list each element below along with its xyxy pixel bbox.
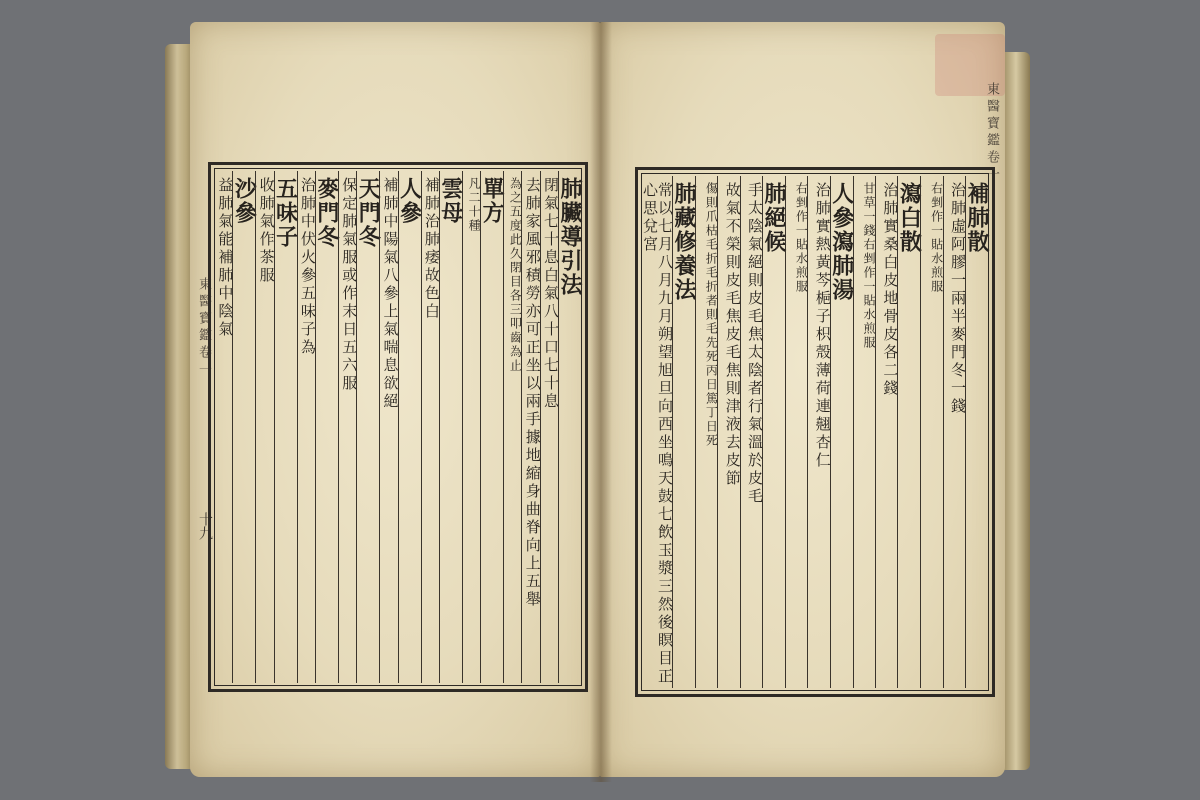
left-text-frame xyxy=(208,162,588,692)
text-column: 益肺氣能補肺中陰氣 xyxy=(216,177,235,339)
heading-column: 瀉白散 xyxy=(897,176,920,688)
heading-column: 沙參 xyxy=(232,171,255,683)
heading-column: 五味子 xyxy=(274,171,297,683)
heading-column: 雲母 xyxy=(439,171,462,683)
text-column: 收肺氣作茶服 xyxy=(255,171,273,683)
text-column: 為之五度此久閉目各三叩齒為止 xyxy=(503,171,521,683)
text-column: 補肺治肺痿故色白 xyxy=(421,171,439,683)
heading-column: 天門冬 xyxy=(356,171,379,683)
text-column: 傷則爪枯毛折毛折者則毛先死丙日篤丁日死 xyxy=(695,176,717,688)
heading-column: 肺藏修養法 xyxy=(672,176,695,688)
text-column: 常以七月八月九月朔望旭旦向西坐鳴天鼓七飲玉漿三然後瞑目正心思兌宮 xyxy=(641,182,675,686)
text-column: 治肺實熱黃芩梔子枳殼薄荷連翹杏仁 xyxy=(807,176,829,688)
text-column: 治肺虛阿膠一兩半麥門冬一錢 xyxy=(943,176,965,688)
text-column: 治肺實桑白皮地骨皮各二錢 xyxy=(875,176,897,688)
heading-column: 單方 xyxy=(480,171,503,683)
left-margin-label: 東醫寶鑑卷一 xyxy=(196,277,211,379)
right-text-frame xyxy=(635,167,995,697)
text-column: 保定肺氣服或作末日五六服 xyxy=(338,171,356,683)
text-column: 故氣不榮則皮毛焦皮毛焦則津液去皮節 xyxy=(717,176,739,688)
right-margin-label: 東醫寶鑑卷一 xyxy=(984,82,999,184)
left-page xyxy=(190,22,600,777)
text-column: 右剉作一貼水煎服 xyxy=(920,176,942,688)
book-gutter xyxy=(590,22,612,782)
heading-column: 人參 xyxy=(398,171,421,683)
text-column: 去肺家風邪積勞亦可正坐以兩手據地縮身曲脊向上五舉 xyxy=(521,171,539,683)
heading-column: 麥門冬 xyxy=(315,171,338,683)
text-column: 右剉作一貼水煎服 xyxy=(785,176,807,688)
heading-column: 肺絕候 xyxy=(762,176,785,688)
heading-column: 人參瀉肺湯 xyxy=(830,176,853,688)
heading-column: 肺臟導引法 xyxy=(558,171,581,683)
text-column: 甘草一錢右剉作一貼水煎服 xyxy=(853,176,875,688)
text-column: 手太陰氣絕則皮毛焦太陰者行氣溫於皮毛 xyxy=(740,176,762,688)
right-page xyxy=(600,22,1005,777)
heading-column: 補肺散 xyxy=(965,176,988,688)
text-column: 凡二十種 xyxy=(462,171,480,683)
text-column: 治肺中伏火參五味子為 xyxy=(297,171,315,683)
text-column: 閉氣七十息白氣八十口七十息 xyxy=(540,171,558,683)
open-book xyxy=(165,22,1030,782)
book-edge-right xyxy=(1002,52,1030,770)
left-folio: 十九 xyxy=(197,512,213,540)
text-column: 補肺中陽氣八參上氣喘息欲絕 xyxy=(379,171,397,683)
